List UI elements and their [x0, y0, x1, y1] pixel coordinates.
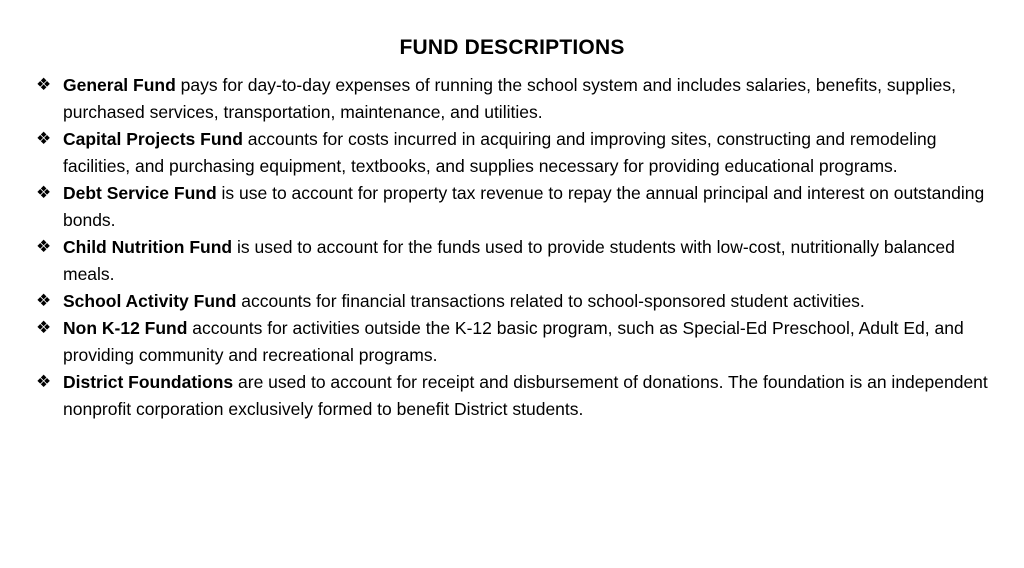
diamond-bullet-icon: ❖: [36, 237, 52, 257]
fund-description: accounts for financial transactions related to school-sponsored student activities.: [236, 291, 865, 311]
list-item: [36, 126, 996, 180]
diamond-bullet-icon: ❖: [36, 291, 52, 311]
page-title: FUND DESCRIPTIONS: [399, 36, 625, 59]
list-item: [36, 369, 996, 423]
fund-term: General Fund: [63, 75, 176, 95]
fund-list: [36, 72, 996, 423]
list-item: [36, 288, 996, 315]
fund-term: Non K-12 Fund: [63, 318, 188, 338]
fund-term: District Foundations: [63, 372, 234, 392]
fund-term: School Activity Fund: [63, 291, 237, 311]
fund-description: is used to account for the funds used to provide students with low-cost, nutritionally balanced meals.: [63, 237, 955, 284]
fund-description: accounts for activities outside the K-12 basic program, such as Special-Ed Preschool, Adult Ed, and providing community and recreational programs.: [63, 318, 964, 365]
fund-term: Child Nutrition Fund: [63, 237, 233, 257]
list-item: [36, 315, 996, 369]
fund-description: accounts for costs incurred in acquiring and improving sites, constructing and remodeling facilities, and purchasing equipment, textbooks, and supplies necessary for providing educational programs.: [63, 129, 937, 176]
diamond-bullet-icon: ❖: [36, 372, 52, 392]
list-item: [36, 180, 996, 234]
diamond-bullet-icon: ❖: [36, 75, 52, 95]
diamond-bullet-icon: ❖: [36, 129, 52, 149]
fund-term: Debt Service Fund: [63, 183, 217, 203]
fund-description: pays for day-to-day expenses of running the school system and includes salaries, benefits, supplies, purchased services, transportation, maintenance, and utilities.: [63, 75, 956, 122]
diamond-bullet-icon: ❖: [36, 183, 52, 203]
fund-description: is use to account for property tax revenue to repay the annual principal and interest on outstanding bonds.: [63, 183, 985, 230]
list-item: [36, 234, 996, 288]
list-item: [36, 72, 996, 126]
diamond-bullet-icon: ❖: [36, 318, 52, 338]
fund-term: Capital Projects Fund: [63, 129, 243, 149]
fund-description: are used to account for receipt and disbursement of donations. The foundation is an independent nonprofit corporation exclusively formed to benefit District students.: [63, 372, 988, 419]
